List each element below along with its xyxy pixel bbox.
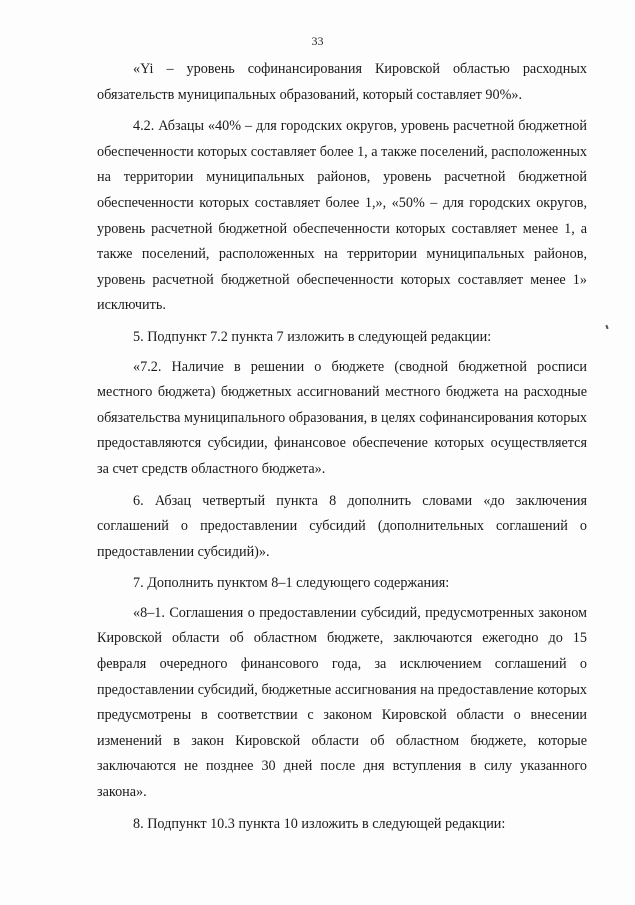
scan-speck: [605, 325, 608, 329]
document-body: [97, 57, 587, 843]
paragraph-7: 7. Дополнить пунктом 8–1 следующего содержания:: [133, 575, 450, 592]
paragraph-yi-definition: «Yi – уровень софинансирования Кировской областью расходных обязательств муниципальных образований, который составляет 90%».: [97, 61, 587, 103]
page-number: 33: [311, 34, 324, 48]
paragraph-4-2: 4.2. Абзацы «40% – для городских округов, уровень расчетной бюджетной обеспеченности которых составляет более 1, а также поселений, расположенных на территории муниципальных районов, уровень расчетной бюджетной обеспеченности которых составляет более 1,», «50% – для городских округов, уровень расчетной бюджетной обеспеченности которых составляет менее 1, а также поселений, расположенных на территории муниципальных районов, уровень расчетной бюджетной обеспеченности которых составляет менее 1» исключить.: [97, 118, 587, 314]
paragraph-7-2: «7.2. Наличие в решении о бюджете (сводной бюджетной росписи местного бюджета) бюджетных ассигнований местного бюджета на расходные обязательства муниципального образования, в целях софинансирования которых предоставляются субсидии, финансовое обеспечение которых осуществляется за счет средств областного бюджета».: [97, 358, 587, 477]
paragraph-5: 5. Подпункт 7.2 пункта 7 изложить в следующей редакции:: [133, 328, 492, 345]
paragraph-6: 6. Абзац четвертый пункта 8 дополнить словами «до заключения соглашений о предоставлении субсидий (дополнительных соглашений о предоставлении субсидий)».: [97, 492, 587, 560]
paragraph-8-1: «8–1. Соглашения о предоставлении субсидий, предусмотренных законом Кировской области об областном бюджете, заключаются ежегодно до 15 февраля очередного финансового года, за исключением соглашений о предоставлении субсидий, бюджетные ассигнования на предоставление которых предусмотрены в соответствии с законом Кировской области о внесении изменений в закон Кировской области об областном бюджете, которые заключаются не позднее 30 дней после дня вступления в силу указанного закона».: [97, 604, 587, 801]
paragraph-8: 8. Подпункт 10.3 пункта 10 изложить в следующей редакции:: [133, 815, 506, 832]
